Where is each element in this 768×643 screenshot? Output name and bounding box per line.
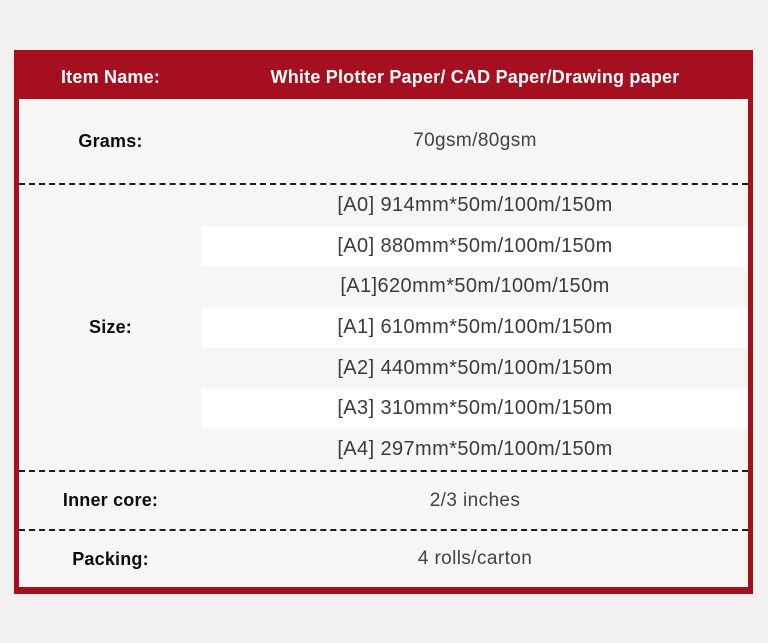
item-name-label: Item Name: bbox=[60, 66, 161, 87]
inner-core-value: 2/3 inches bbox=[429, 489, 521, 511]
packing-value: 4 rolls/carton bbox=[417, 548, 533, 569]
size-row: [A1] 610mm*50m/100m/150m bbox=[202, 307, 748, 348]
grams-row bbox=[19, 99, 748, 185]
packing-label: Packing: bbox=[72, 548, 149, 569]
grams-value: 70gsm/80gsm bbox=[413, 130, 537, 151]
inner-core-label: Inner core: bbox=[62, 490, 159, 510]
size-row: [A2] 440mm*50m/100m/150m bbox=[337, 356, 613, 379]
size-row: [A4] 297mm*50m/100m/150m bbox=[337, 438, 613, 461]
packing-row bbox=[19, 531, 748, 587]
product-title: White Plotter Paper/ CAD Paper/Drawing paper bbox=[270, 66, 680, 87]
inner-core-row bbox=[19, 472, 748, 531]
table-header-row bbox=[19, 55, 748, 99]
size-row: [A0] 914mm*50m/100m/150m bbox=[337, 193, 613, 216]
size-row: [A3] 310mm*50m/100m/150m bbox=[202, 389, 748, 430]
size-label: Size: bbox=[88, 317, 132, 337]
size-values-list bbox=[202, 185, 748, 470]
size-row: [A0] 880mm*50m/100m/150m bbox=[202, 226, 748, 267]
size-section bbox=[19, 185, 748, 472]
grams-label: Grams: bbox=[78, 130, 143, 151]
product-spec-table bbox=[14, 50, 753, 594]
size-row: [A1]620mm*50m/100m/150m bbox=[340, 275, 610, 298]
